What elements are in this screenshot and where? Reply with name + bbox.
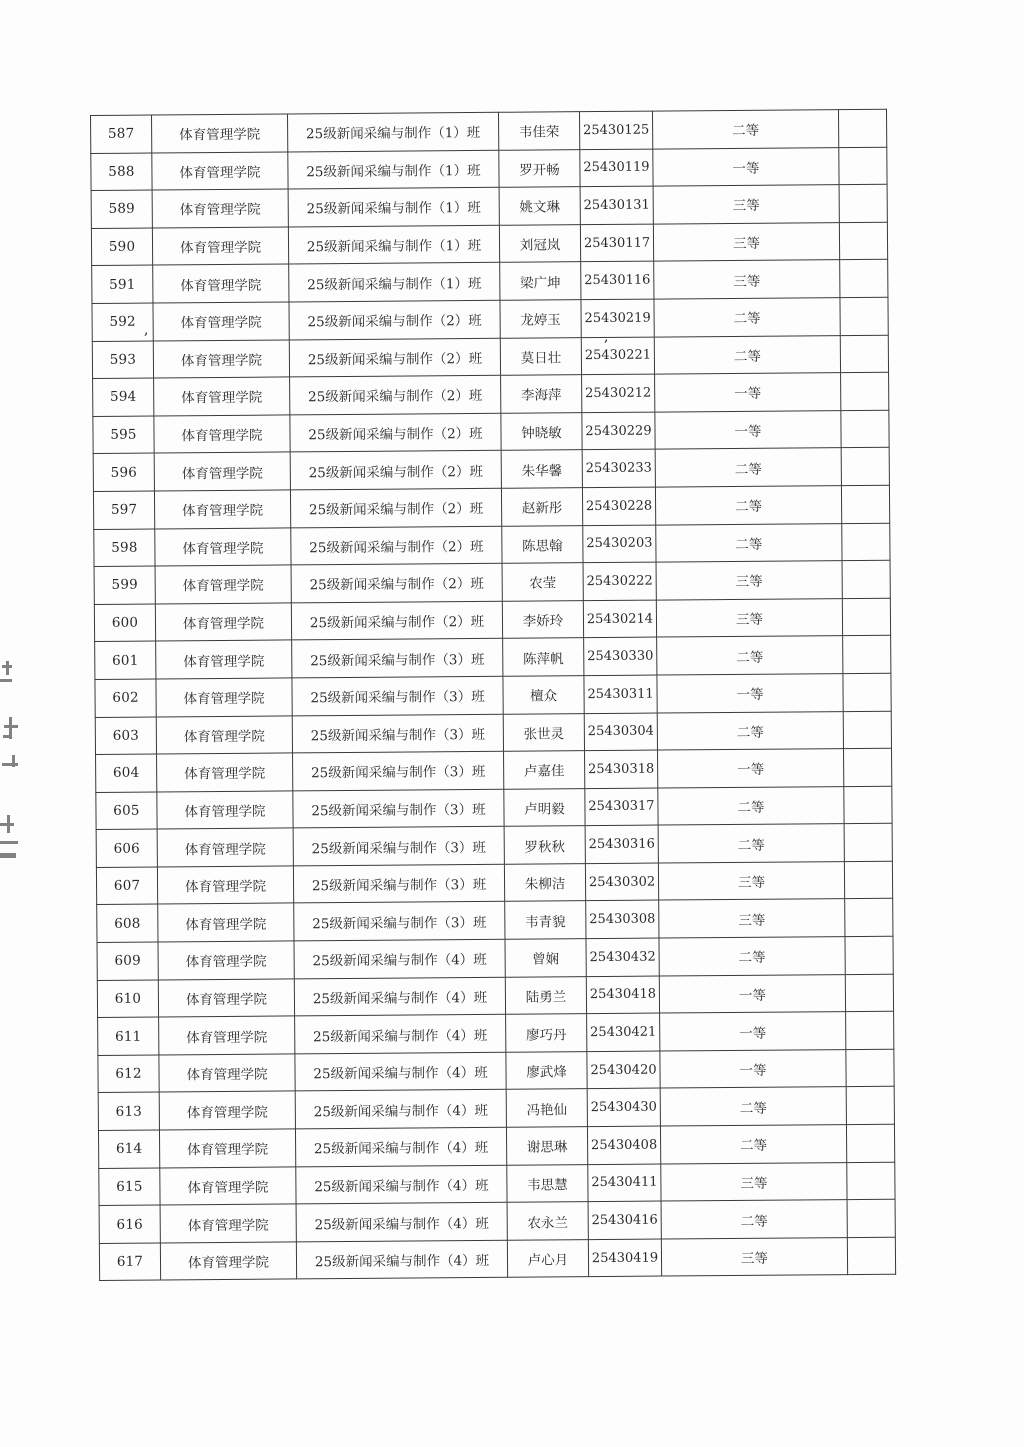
table-row (96, 861, 892, 905)
table-row (93, 372, 889, 416)
cell-remarks (847, 1162, 895, 1200)
cell-class: 25级新闻采编与制作（2）班 (290, 488, 501, 527)
cell-college: 体育管理学院 (159, 1054, 295, 1093)
table-row (95, 711, 891, 755)
cell-student-name: 农莹 (502, 563, 583, 601)
cell-student-id: 25430432 (586, 938, 659, 976)
cell-award-grade: 二等 (658, 824, 844, 863)
cell-remarks (847, 1199, 895, 1237)
cell-student-name: 刘冠岚 (499, 224, 580, 262)
cell-class: 25级新闻采编与制作（4）班 (295, 1090, 506, 1129)
cell-remarks (841, 372, 889, 410)
cell-serial-number: 605 (96, 792, 157, 830)
cell-student-name: 钟晓敏 (501, 412, 582, 450)
cell-class: 25级新闻采编与制作（3）班 (293, 864, 504, 903)
cell-serial-number: 596 (93, 453, 154, 491)
cell-college: 体育管理学院 (159, 1129, 295, 1168)
cell-class: 25级新闻采编与制作（2）班 (290, 375, 501, 414)
cell-remarks (843, 636, 891, 674)
cell-student-name: 龙婷玉 (500, 300, 581, 338)
table-row (98, 1124, 894, 1168)
cell-serial-number: 614 (98, 1130, 159, 1168)
cell-college: 体育管理学院 (152, 189, 288, 228)
cell-class: 25级新闻采编与制作（2）班 (289, 300, 500, 339)
cell-student-name: 韦佳荣 (498, 112, 579, 150)
cell-student-name: 檀众 (503, 676, 584, 714)
cell-class: 25级新闻采编与制作（1）班 (288, 150, 499, 189)
cell-class: 25级新闻采编与制作（4）班 (294, 939, 505, 978)
cell-serial-number: 590 (91, 228, 152, 266)
cell-student-name: 罗秋秋 (504, 826, 585, 864)
cell-award-grade: 一等 (655, 410, 841, 449)
cell-remarks (842, 523, 890, 561)
cell-award-grade: 一等 (660, 1012, 846, 1051)
table-row (98, 1049, 894, 1093)
cell-remarks (844, 786, 892, 824)
cell-college: 体育管理学院 (155, 527, 291, 566)
cell-serial-number: 602 (95, 679, 156, 717)
table-row (92, 335, 888, 379)
cell-student-name: 卢心月 (507, 1239, 588, 1277)
cell-student-id: 25430330 (584, 637, 657, 675)
cell-remarks (842, 560, 890, 598)
table-row (91, 184, 887, 228)
cell-college: 体育管理学院 (154, 415, 290, 454)
cell-award-grade: 二等 (657, 711, 843, 750)
table-row (93, 410, 889, 454)
cell-serial-number: 595 (93, 416, 154, 454)
cell-class: 25级新闻采编与制作（3）班 (292, 714, 503, 753)
cell-remarks (846, 1011, 894, 1049)
cell-remarks (838, 109, 886, 147)
table-row (94, 560, 890, 604)
cell-college: 体育管理学院 (156, 678, 292, 717)
cell-remarks (840, 260, 888, 298)
cell-award-grade: 二等 (654, 298, 840, 337)
cell-student-name: 莫日壮 (500, 337, 581, 375)
cell-college: 体育管理学院 (154, 490, 290, 529)
cell-award-grade: 二等 (654, 335, 840, 374)
table-row (98, 1011, 894, 1055)
cell-class: 25级新闻采编与制作（4）班 (295, 1052, 506, 1091)
cell-class: 25级新闻采编与制作（2）班 (291, 563, 502, 602)
cell-remarks (845, 974, 893, 1012)
cell-remarks (843, 673, 891, 711)
cell-college: 体育管理学院 (158, 941, 294, 980)
cell-class: 25级新闻采编与制作（3）班 (293, 789, 504, 828)
cell-student-id: 25430228 (582, 487, 655, 525)
cell-serial-number: 587 (91, 115, 152, 153)
cell-serial-number: 608 (97, 904, 158, 942)
cell-remarks (844, 824, 892, 862)
cell-college: 体育管理学院 (157, 866, 293, 905)
table-row (99, 1162, 895, 1206)
cell-serial-number: 606 (96, 829, 157, 867)
cell-class: 25级新闻采编与制作（4）班 (296, 1202, 507, 1241)
cell-award-grade: 二等 (661, 1200, 847, 1239)
cell-serial-number: 617 (99, 1243, 160, 1281)
cell-class: 25级新闻采编与制作（2）班 (289, 338, 500, 377)
cell-award-grade: 一等 (658, 749, 844, 788)
cell-remarks (839, 222, 887, 260)
cell-student-id: 25430308 (586, 901, 659, 939)
cell-student-name: 李娇玲 (502, 600, 583, 638)
cell-student-id: 25430420 (587, 1051, 660, 1089)
cell-serial-number: 593 (92, 341, 153, 379)
cell-serial-number: 592 (92, 303, 153, 341)
cell-college: 体育管理学院 (160, 1167, 296, 1206)
table-row (92, 297, 888, 341)
cell-award-grade: 三等 (658, 861, 844, 900)
cell-remarks (846, 1087, 894, 1125)
cell-student-name: 张世灵 (503, 713, 584, 751)
cell-student-id: 25430221 (581, 337, 654, 375)
cell-student-name: 廖武烽 (506, 1051, 587, 1089)
cell-award-grade: 一等 (653, 147, 839, 186)
cell-class: 25级新闻采编与制作（3）班 (293, 827, 504, 866)
cell-student-name: 冯艳仙 (506, 1089, 587, 1127)
cell-student-name: 李海萍 (501, 375, 582, 413)
cell-class: 25级新闻采编与制作（4）班 (294, 977, 505, 1016)
cell-student-id: 25430131 (580, 186, 653, 224)
cell-remarks (841, 410, 889, 448)
cell-remarks (842, 598, 890, 636)
table-row (97, 974, 893, 1018)
cell-student-id: 25430317 (585, 788, 658, 826)
cell-serial-number: 601 (95, 641, 156, 679)
cell-student-name: 韦青貌 (505, 901, 586, 939)
cell-college: 体育管理学院 (153, 340, 289, 379)
cell-class: 25级新闻采编与制作（4）班 (296, 1240, 507, 1279)
cell-remarks (844, 861, 892, 899)
cell-award-grade: 二等 (656, 523, 842, 562)
table-row (99, 1237, 895, 1281)
cell-college: 体育管理学院 (153, 264, 289, 303)
cell-student-id: 25430219 (581, 299, 654, 337)
cell-student-name: 陈萍帆 (503, 638, 584, 676)
cell-class: 25级新闻采编与制作（4）班 (295, 1015, 506, 1054)
cell-student-name: 卢明毅 (504, 788, 585, 826)
cell-award-grade: 三等 (656, 598, 842, 637)
cell-student-id: 25430212 (582, 374, 655, 412)
cell-award-grade: 三等 (661, 1237, 847, 1276)
cell-award-grade: 三等 (659, 899, 845, 938)
cell-student-id: 25430125 (579, 111, 652, 149)
cell-award-grade: 二等 (655, 448, 841, 487)
cell-class: 25级新闻采编与制作（1）班 (288, 187, 499, 226)
table-row (96, 786, 892, 830)
cell-student-name: 陆勇兰 (505, 976, 586, 1014)
table-row (91, 147, 887, 191)
cell-college: 体育管理学院 (160, 1204, 296, 1243)
table-row (99, 1199, 895, 1243)
cell-student-id: 25430411 (588, 1164, 661, 1202)
cell-college: 体育管理学院 (157, 828, 293, 867)
cell-class: 25级新闻采编与制作（1）班 (287, 112, 498, 151)
cell-class: 25级新闻采编与制作（4）班 (296, 1165, 507, 1204)
cell-college: 体育管理学院 (152, 227, 288, 266)
cell-class: 25级新闻采编与制作（1）班 (289, 263, 500, 302)
cell-student-name: 罗开畅 (499, 149, 580, 187)
cell-college: 体育管理学院 (158, 979, 294, 1018)
table-row (96, 748, 892, 792)
cell-class: 25级新闻采编与制作（2）班 (291, 526, 502, 565)
cell-award-grade: 二等 (660, 1125, 846, 1164)
cell-serial-number: 607 (96, 867, 157, 905)
cell-student-id: 25430233 (582, 449, 655, 487)
cell-student-id: 25430222 (583, 562, 656, 600)
cell-college: 体育管理学院 (155, 603, 291, 642)
cell-remarks (844, 748, 892, 786)
seal-stamp-fragment (0, 655, 22, 885)
cell-student-id: 25430408 (587, 1126, 660, 1164)
table-row (93, 485, 889, 529)
table-body (91, 109, 896, 1281)
cell-remarks (840, 297, 888, 335)
cell-serial-number: 599 (94, 566, 155, 604)
cell-remarks (841, 448, 889, 486)
cell-award-grade: 一等 (657, 674, 843, 713)
cell-student-id: 25430316 (585, 825, 658, 863)
cell-serial-number: 591 (92, 265, 153, 303)
cell-class: 25级新闻采编与制作（2）班 (291, 601, 502, 640)
cell-college: 体育管理学院 (156, 640, 292, 679)
cell-class: 25级新闻采编与制作（2）班 (290, 451, 501, 490)
cell-award-grade: 二等 (658, 786, 844, 825)
table-row (96, 824, 892, 868)
cell-class: 25级新闻采编与制作（3）班 (292, 676, 503, 715)
cell-college: 体育管理学院 (157, 753, 293, 792)
pen-mark: , (144, 322, 149, 338)
cell-serial-number: 588 (91, 153, 152, 191)
cell-award-grade: 二等 (660, 1087, 846, 1126)
cell-college: 体育管理学院 (157, 791, 293, 830)
cell-award-grade: 三等 (653, 222, 839, 261)
cell-student-name: 朱柳洁 (504, 864, 585, 902)
cell-class: 25级新闻采编与制作（3）班 (293, 751, 504, 790)
table-row (93, 448, 889, 492)
award-roster-table (90, 109, 896, 1282)
cell-student-name: 梁广坤 (500, 262, 581, 300)
cell-award-grade: 一等 (660, 1049, 846, 1088)
cell-serial-number: 594 (93, 378, 154, 416)
cell-college: 体育管理学院 (158, 903, 294, 942)
cell-student-name: 陈思翰 (502, 525, 583, 563)
cell-serial-number: 609 (97, 942, 158, 980)
table-row (94, 523, 890, 567)
cell-student-id: 25430214 (583, 600, 656, 638)
cell-remarks (841, 485, 889, 523)
cell-remarks (847, 1237, 895, 1275)
cell-college: 体育管理学院 (159, 1016, 295, 1055)
cell-student-id: 25430302 (585, 863, 658, 901)
cell-remarks (840, 335, 888, 373)
cell-college: 体育管理学院 (155, 565, 291, 604)
cell-remarks (839, 184, 887, 222)
cell-student-id: 25430318 (585, 750, 658, 788)
table-row (95, 673, 891, 717)
cell-student-name: 韦思慧 (507, 1164, 588, 1202)
cell-class: 25级新闻采编与制作（3）班 (294, 902, 505, 941)
cell-class: 25级新闻采编与制作（4）班 (295, 1127, 506, 1166)
cell-serial-number: 603 (95, 716, 156, 754)
cell-college: 体育管理学院 (156, 715, 292, 754)
cell-serial-number: 610 (97, 980, 158, 1018)
cell-student-id: 25430116 (581, 261, 654, 299)
cell-student-name: 卢嘉佳 (504, 751, 585, 789)
cell-college: 体育管理学院 (159, 1091, 295, 1130)
cell-student-id: 25430418 (586, 976, 659, 1014)
cell-remarks (845, 899, 893, 937)
cell-college: 体育管理学院 (152, 114, 288, 153)
cell-student-id: 25430117 (580, 224, 653, 262)
cell-student-name: 朱华馨 (501, 450, 582, 488)
cell-award-grade: 一等 (655, 373, 841, 412)
cell-student-name: 赵新彤 (501, 488, 582, 526)
cell-award-grade: 二等 (659, 937, 845, 976)
cell-serial-number: 598 (94, 529, 155, 567)
table-row (97, 899, 893, 943)
cell-student-name: 廖巧丹 (506, 1014, 587, 1052)
cell-student-id: 25430430 (587, 1088, 660, 1126)
table-row (94, 598, 890, 642)
cell-serial-number: 600 (94, 604, 155, 642)
cell-serial-number: 604 (96, 754, 157, 792)
cell-serial-number: 612 (98, 1055, 159, 1093)
cell-award-grade: 一等 (659, 974, 845, 1013)
cell-college: 体育管理学院 (160, 1242, 296, 1281)
cell-college: 体育管理学院 (154, 377, 290, 416)
table-row (98, 1087, 894, 1131)
cell-award-grade: 三等 (656, 561, 842, 600)
cell-serial-number: 611 (98, 1017, 159, 1055)
table-row (91, 222, 887, 266)
cell-student-id: 25430419 (588, 1239, 661, 1277)
cell-remarks (839, 147, 887, 185)
cell-college: 体育管理学院 (154, 452, 290, 491)
cell-student-name: 姚文琳 (499, 187, 580, 225)
cell-award-grade: 三等 (653, 185, 839, 224)
cell-award-grade: 二等 (657, 636, 843, 675)
cell-class: 25级新闻采编与制作（2）班 (290, 413, 501, 452)
cell-remarks (846, 1049, 894, 1087)
cell-serial-number: 616 (99, 1205, 160, 1243)
table-row (95, 636, 891, 680)
cell-student-id: 25430421 (587, 1013, 660, 1051)
cell-award-grade: 二等 (652, 110, 838, 149)
cell-college: 体育管理学院 (153, 302, 289, 341)
cell-student-id: 25430119 (580, 149, 653, 187)
cell-college: 体育管理学院 (152, 152, 288, 191)
cell-student-id: 25430229 (582, 412, 655, 450)
cell-award-grade: 三等 (661, 1162, 847, 1201)
cell-serial-number: 615 (99, 1168, 160, 1206)
pen-mark: , (604, 329, 609, 345)
cell-award-grade: 二等 (655, 486, 841, 525)
table-row (91, 109, 887, 153)
cell-student-name: 曾娴 (505, 939, 586, 977)
cell-serial-number: 597 (93, 491, 154, 529)
cell-student-id: 25430416 (588, 1201, 661, 1239)
table-row (92, 260, 888, 304)
cell-remarks (843, 711, 891, 749)
cell-student-id: 25430304 (584, 713, 657, 751)
cell-student-name: 谢思琳 (506, 1127, 587, 1165)
cell-student-id: 25430203 (583, 525, 656, 563)
cell-class: 25级新闻采编与制作（1）班 (288, 225, 499, 264)
cell-remarks (845, 936, 893, 974)
cell-award-grade: 三等 (654, 260, 840, 299)
table-row (97, 936, 893, 980)
cell-remarks (846, 1124, 894, 1162)
cell-student-name: 农永兰 (507, 1202, 588, 1240)
cell-student-id: 25430311 (584, 675, 657, 713)
cell-serial-number: 589 (91, 190, 152, 228)
cell-serial-number: 613 (98, 1092, 159, 1130)
cell-class: 25级新闻采编与制作（3）班 (292, 639, 503, 678)
